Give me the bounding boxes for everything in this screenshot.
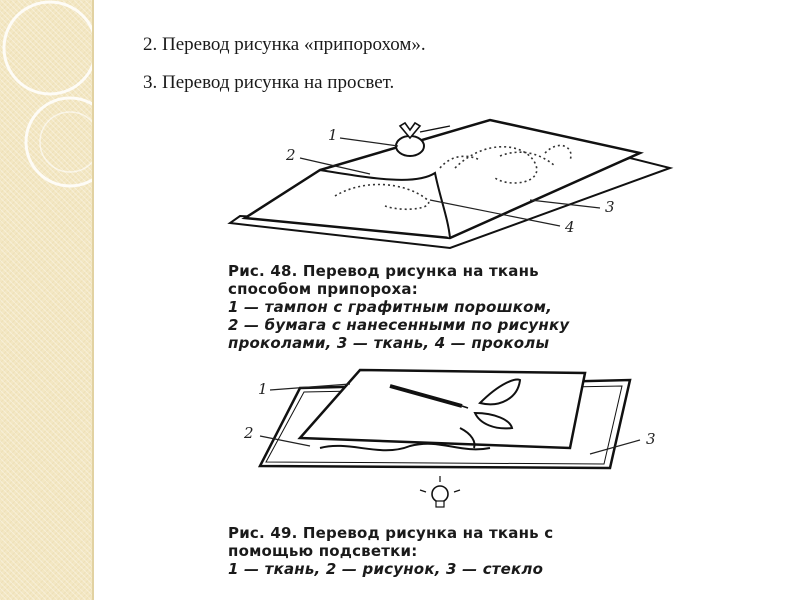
figure-49-label-3: 3	[646, 430, 656, 448]
decorative-circles	[0, 0, 92, 600]
sidebar-divider	[92, 0, 94, 600]
figure-48-caption-item-3: проколами, 3 — ткань, 4 — проколы	[228, 334, 550, 352]
decorative-sidebar	[0, 0, 92, 600]
slide-line-2: 3. Перевод рисунка на просвет.	[143, 72, 395, 93]
figure-49-illustration	[200, 358, 700, 516]
figure-49-label-1: 1	[258, 380, 268, 398]
figure-48-caption-subtitle: способом припороха:	[228, 280, 418, 298]
figure-49-caption	[228, 524, 553, 578]
figure-48-caption	[228, 262, 569, 352]
figure-49-caption-title: Рис. 49. Перевод рисунка на ткань с	[228, 524, 554, 542]
slide-line-1: 2. Перевод рисунка «припорохом».	[143, 34, 426, 55]
figure-48-label-3: 3	[605, 198, 615, 216]
figure-49-caption-subtitle: помощью подсветки:	[228, 542, 418, 560]
figure-49-label-2: 2	[244, 424, 254, 442]
figure-48-label-4: 4	[565, 218, 575, 236]
figure-48-label-1: 1	[328, 126, 338, 144]
figure-48-illustration	[200, 108, 700, 258]
figure-48-label-2: 2	[286, 146, 296, 164]
figure-49-caption-items: 1 — ткань, 2 — рисунок, 3 — стекло	[228, 560, 544, 578]
figure-48-caption-item-1: 1 — тампон с графитным порошком,	[228, 298, 553, 316]
figure-48-caption-title: Рис. 48. Перевод рисунка на ткань	[228, 262, 539, 280]
figure-48-caption-item-2: 2 — бумага с нанесенными по рисунку	[228, 316, 570, 334]
